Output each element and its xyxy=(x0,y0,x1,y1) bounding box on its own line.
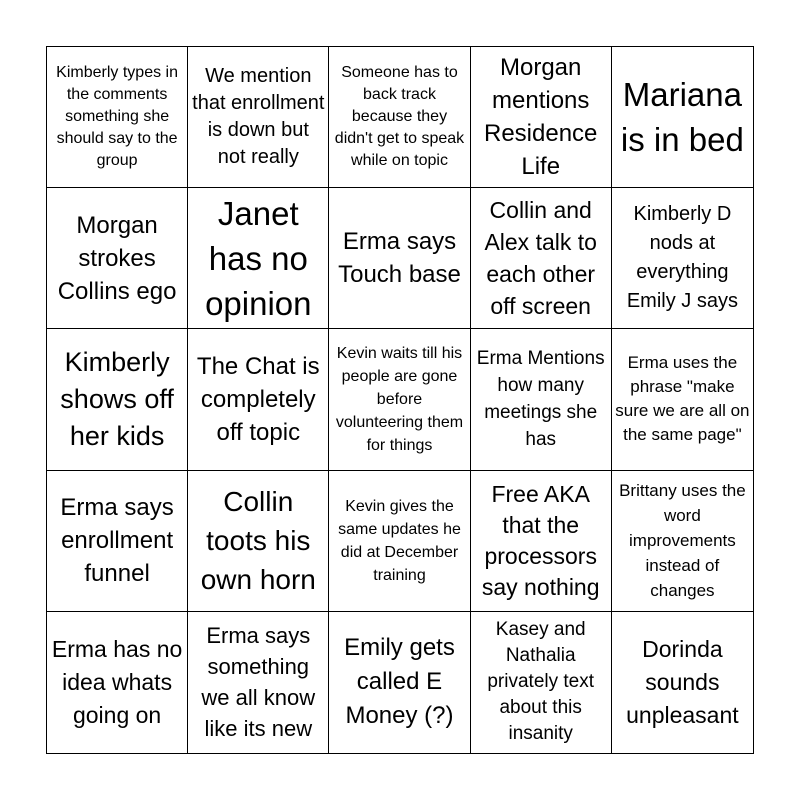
bingo-cell-text: Emily gets called E Money (?) xyxy=(344,634,455,730)
bingo-cell[interactable] xyxy=(612,329,753,470)
bingo-cell[interactable] xyxy=(188,47,329,188)
bingo-cell[interactable] xyxy=(471,188,612,329)
bingo-cell-text: Erma says enrollment funnel xyxy=(60,494,174,588)
bingo-cell-text: Kevin waits till his people are gone before volunteering them for things xyxy=(335,344,464,454)
bingo-board xyxy=(46,46,754,754)
bingo-cell-text: Free AKA that the processors say nothing xyxy=(481,480,600,600)
bingo-cell[interactable] xyxy=(188,612,329,753)
bingo-cell[interactable] xyxy=(471,471,612,612)
bingo-cell-text: Janet has no opinion xyxy=(205,194,312,322)
bingo-cell[interactable] xyxy=(47,329,188,470)
bingo-cell[interactable] xyxy=(329,612,470,753)
bingo-cell[interactable] xyxy=(612,471,753,612)
bingo-cell[interactable] xyxy=(188,471,329,612)
bingo-cell-text: Morgan mentions Residence Life xyxy=(483,54,598,181)
bingo-cell-text: Dorinda sounds unpleasant xyxy=(626,635,739,728)
bingo-cell[interactable] xyxy=(329,47,470,188)
bingo-cell-text: Kimberly shows off her kids xyxy=(60,346,174,451)
bingo-cell-text: Mariana is in bed xyxy=(620,76,744,159)
bingo-cell-text: Someone has to back track because they didn't get to speak while on topic xyxy=(334,64,465,170)
bingo-cell-text: Erma uses the phrase "make sure we are all on the same page" xyxy=(615,353,750,445)
bingo-cell[interactable] xyxy=(329,471,470,612)
bingo-cell[interactable] xyxy=(329,188,470,329)
bingo-cell-text: Collin toots his own horn xyxy=(200,486,316,596)
bingo-cell-text: Collin and Alex talk to each other off screen xyxy=(484,197,597,320)
bingo-cell[interactable] xyxy=(329,329,470,470)
bingo-cell-text: Erma Mentions how many meetings she has xyxy=(476,348,605,451)
bingo-cell-text: We mention that enrollment is down but not really xyxy=(192,65,325,169)
bingo-cell[interactable] xyxy=(47,471,188,612)
bingo-cell[interactable] xyxy=(612,612,753,753)
bingo-cell[interactable] xyxy=(47,47,188,188)
bingo-cell-text: Kasey and Nathalia privately text about this insanity xyxy=(487,619,595,745)
bingo-cell-text: Erma says Touch base xyxy=(338,228,461,289)
bingo-cell[interactable] xyxy=(188,188,329,329)
bingo-cell[interactable] xyxy=(471,47,612,188)
bingo-cell[interactable] xyxy=(471,612,612,753)
bingo-cell[interactable] xyxy=(47,188,188,329)
bingo-cell-text: Brittany uses the word improvements instead of changes xyxy=(619,481,746,601)
bingo-cell-text: Kimberly D nods at everything Emily J says xyxy=(626,203,738,313)
bingo-cell-text: Erma says something we all know like its new xyxy=(201,623,316,742)
bingo-cell-text: Morgan strokes Collins ego xyxy=(57,211,177,305)
bingo-cell[interactable] xyxy=(612,47,753,188)
bingo-cell[interactable] xyxy=(612,188,753,329)
bingo-cell-text: Kevin gives the same updates he did at December training xyxy=(338,497,461,584)
bingo-cell-text: Erma has no idea whats going on xyxy=(51,635,183,728)
bingo-cell[interactable] xyxy=(188,329,329,470)
bingo-cell[interactable] xyxy=(471,329,612,470)
bingo-cell[interactable] xyxy=(47,612,188,753)
bingo-cell-text: The Chat is completely off topic xyxy=(196,352,320,446)
bingo-cell-text: Kimberly types in the comments something she should say to the group xyxy=(56,64,178,170)
